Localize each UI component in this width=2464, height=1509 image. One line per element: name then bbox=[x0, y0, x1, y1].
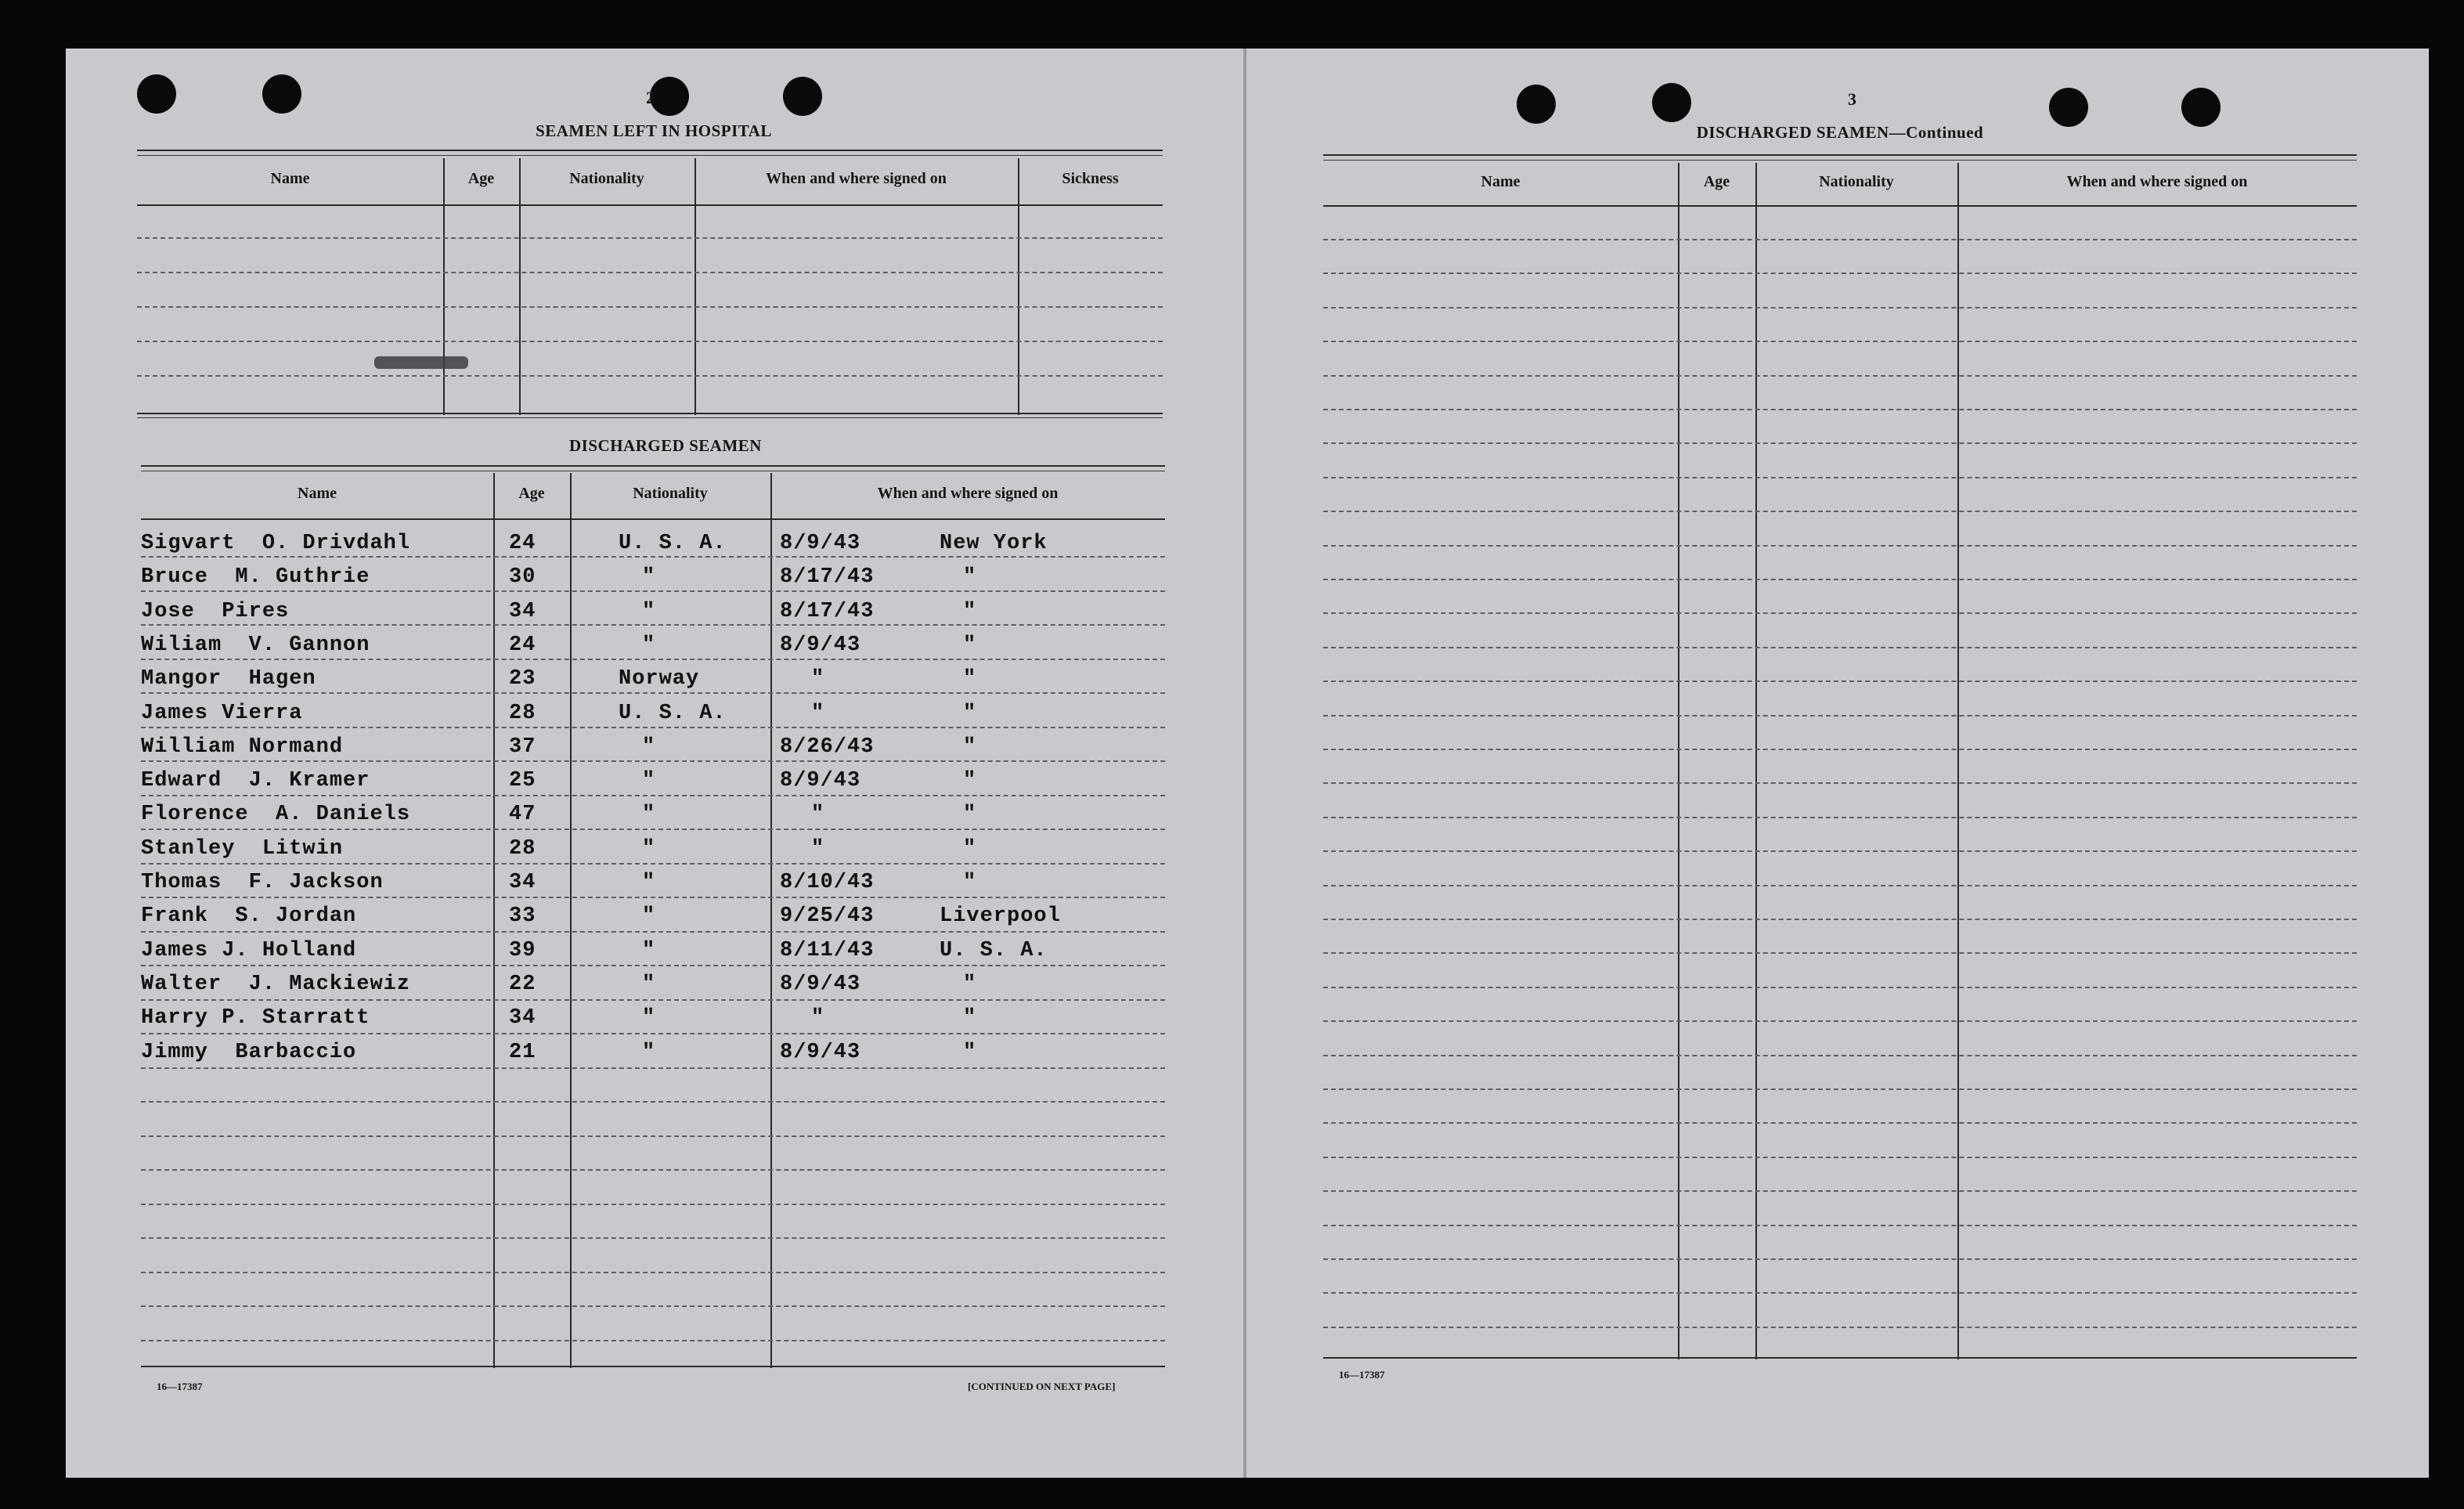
punch-hole bbox=[783, 77, 822, 116]
row-rule bbox=[1323, 1055, 2357, 1056]
signed-on-date: 8/10/43 bbox=[780, 871, 875, 894]
signed-on-place: " bbox=[963, 803, 977, 827]
punch-hole bbox=[137, 74, 176, 114]
row-rule bbox=[141, 624, 1165, 626]
seaman-nationality: Norway bbox=[619, 667, 700, 691]
row-rule bbox=[141, 863, 1165, 865]
row-rule bbox=[141, 556, 1165, 558]
row-rule bbox=[141, 1204, 1165, 1205]
seaman-nationality: " bbox=[642, 633, 656, 657]
row-rule bbox=[1323, 647, 2357, 648]
column-header-nationality: Nationality bbox=[633, 485, 708, 502]
row-rule bbox=[1323, 782, 2357, 784]
row-rule bbox=[141, 1272, 1165, 1273]
row-rule bbox=[1323, 817, 2357, 818]
row-rule bbox=[1323, 987, 2357, 988]
row-rule bbox=[1323, 680, 2357, 682]
seaman-nationality: " bbox=[642, 938, 656, 962]
row-rule bbox=[1323, 952, 2357, 954]
form-number: 16—17387 bbox=[1339, 1369, 1385, 1381]
signed-on-place: " bbox=[963, 769, 977, 793]
row-rule bbox=[1323, 1225, 2357, 1226]
row-rule bbox=[141, 760, 1165, 762]
row-rule bbox=[1323, 442, 2357, 444]
signed-on-place: " bbox=[963, 1006, 977, 1031]
seaman-age: 47 bbox=[509, 803, 536, 827]
row-rule bbox=[1323, 1190, 2357, 1192]
seaman-name: Sigvart O. Drivdahl bbox=[141, 532, 411, 555]
row-rule bbox=[141, 1067, 1165, 1069]
row-rule bbox=[141, 1169, 1165, 1171]
row-rule bbox=[141, 829, 1165, 830]
row-rule bbox=[141, 1101, 1165, 1103]
signed-on-date: 8/9/43 bbox=[780, 532, 861, 555]
hospital-section-title: SEAMEN LEFT IN HOSPITAL bbox=[536, 121, 772, 140]
seaman-nationality: " bbox=[642, 803, 656, 827]
row-rule bbox=[1323, 1292, 2357, 1294]
signed-on-place: New York bbox=[940, 532, 1048, 555]
column-header-age: Age bbox=[518, 485, 545, 502]
seaman-name: James J. Holland bbox=[141, 938, 357, 962]
row-rule bbox=[141, 659, 1165, 660]
seaman-nationality: " bbox=[642, 871, 656, 894]
seaman-age: 34 bbox=[509, 1006, 536, 1031]
seaman-age: 28 bbox=[509, 836, 536, 861]
seaman-age: 24 bbox=[509, 532, 536, 555]
signed-on-date: 8/9/43 bbox=[780, 1040, 861, 1064]
signed-on-date: " bbox=[811, 1006, 825, 1031]
signed-on-place: " bbox=[963, 972, 977, 996]
signed-on-date: 8/9/43 bbox=[780, 972, 861, 996]
row-rule bbox=[1323, 1258, 2357, 1260]
row-rule bbox=[1323, 545, 2357, 547]
seaman-age: 24 bbox=[509, 633, 536, 657]
column-header-nationality: Nationality bbox=[569, 170, 644, 187]
seaman-name: Stanley Litwin bbox=[141, 836, 344, 861]
seaman-age: 34 bbox=[509, 599, 536, 623]
seaman-name: Mangor Hagen bbox=[141, 667, 316, 691]
seaman-name: Wiliam V. Gannon bbox=[141, 633, 370, 657]
row-rule bbox=[1323, 1088, 2357, 1090]
row-rule bbox=[1323, 239, 2357, 240]
signed-on-date: " bbox=[811, 701, 825, 725]
row-rule bbox=[141, 897, 1165, 898]
row-rule bbox=[141, 1305, 1165, 1307]
seaman-name: Jimmy Barbaccio bbox=[141, 1040, 357, 1064]
row-rule bbox=[141, 692, 1165, 694]
seaman-age: 22 bbox=[509, 972, 536, 996]
punch-hole bbox=[2049, 88, 2088, 127]
page-number: 3 bbox=[1848, 89, 1856, 109]
continued-section-title: DISCHARGED SEAMEN—Continued bbox=[1696, 123, 1984, 142]
signed-on-date: 8/17/43 bbox=[780, 599, 875, 623]
signed-on-date: " bbox=[811, 667, 825, 691]
row-rule bbox=[1323, 1122, 2357, 1124]
signed-on-place: " bbox=[963, 565, 977, 590]
erased-mark bbox=[374, 356, 468, 369]
signed-on-place: Liverpool bbox=[940, 904, 1061, 929]
seaman-age: 39 bbox=[509, 938, 536, 962]
form-number: 16—17387 bbox=[157, 1381, 203, 1392]
punch-hole bbox=[2181, 88, 2220, 127]
row-rule bbox=[141, 590, 1165, 592]
seaman-age: 21 bbox=[509, 1040, 536, 1064]
row-rule bbox=[141, 1033, 1165, 1034]
row-rule bbox=[1323, 715, 2357, 717]
column-header-signed-on: When and where signed on bbox=[766, 170, 947, 187]
row-rule bbox=[1323, 341, 2357, 342]
seaman-nationality: " bbox=[642, 972, 656, 996]
signed-on-place: " bbox=[963, 701, 977, 725]
signed-on-place: " bbox=[963, 633, 977, 657]
punch-hole bbox=[262, 74, 301, 114]
signed-on-date: 8/9/43 bbox=[780, 769, 861, 793]
signed-on-date: 9/25/43 bbox=[780, 904, 875, 929]
right-page bbox=[1245, 49, 2429, 1478]
row-rule bbox=[1323, 511, 2357, 512]
row-rule bbox=[1323, 749, 2357, 750]
signed-on-date: " bbox=[811, 803, 825, 827]
seaman-nationality: U. S. A. bbox=[619, 701, 727, 725]
row-rule bbox=[1323, 307, 2357, 309]
seaman-nationality: " bbox=[642, 565, 656, 590]
seaman-name: James Vierra bbox=[141, 701, 303, 725]
column-header-sickness: Sickness bbox=[1062, 170, 1119, 187]
column-header-age: Age bbox=[467, 170, 495, 187]
signed-on-place: " bbox=[963, 836, 977, 861]
seaman-nationality: " bbox=[642, 599, 656, 623]
row-rule bbox=[141, 795, 1165, 796]
row-rule bbox=[141, 1340, 1165, 1341]
seaman-name: Harry P. Starratt bbox=[141, 1006, 370, 1031]
seaman-age: 33 bbox=[509, 904, 536, 929]
signed-on-place: U. S. A. bbox=[940, 938, 1048, 962]
row-rule bbox=[141, 1135, 1165, 1137]
seaman-name: Bruce M. Guthrie bbox=[141, 565, 370, 590]
row-rule bbox=[141, 727, 1165, 728]
row-rule bbox=[141, 965, 1165, 966]
seaman-age: 25 bbox=[509, 769, 536, 793]
signed-on-place: " bbox=[963, 1040, 977, 1064]
row-rule bbox=[1323, 273, 2357, 274]
seaman-nationality: U. S. A. bbox=[619, 532, 727, 555]
seaman-nationality: " bbox=[642, 1040, 656, 1064]
row-rule bbox=[141, 1237, 1165, 1239]
row-rule bbox=[1323, 409, 2357, 410]
row-rule bbox=[1323, 1157, 2357, 1158]
seaman-age: 37 bbox=[509, 735, 536, 759]
seaman-name: Walter J. Mackiewiz bbox=[141, 972, 411, 996]
seaman-name: Jose Pires bbox=[141, 599, 290, 623]
seaman-nationality: " bbox=[642, 769, 656, 793]
signed-on-date: 8/26/43 bbox=[780, 735, 875, 759]
row-rule bbox=[1323, 1020, 2357, 1022]
left-page bbox=[66, 49, 1250, 1478]
page-number: 2 bbox=[646, 88, 655, 107]
punch-hole bbox=[1517, 85, 1556, 124]
row-rule bbox=[1323, 477, 2357, 478]
signed-on-date: 8/9/43 bbox=[780, 633, 861, 657]
seaman-age: 30 bbox=[509, 565, 536, 590]
row-rule bbox=[1323, 375, 2357, 377]
punch-hole bbox=[1652, 83, 1691, 122]
column-header-signed-on: When and where signed on bbox=[2066, 173, 2248, 190]
seaman-name: William Normand bbox=[141, 735, 344, 759]
seaman-nationality: " bbox=[642, 735, 656, 759]
column-header-nationality: Nationality bbox=[1819, 173, 1894, 190]
seaman-age: 23 bbox=[509, 667, 536, 691]
seaman-name: Florence A. Daniels bbox=[141, 803, 411, 827]
row-rule bbox=[1323, 919, 2357, 920]
signed-on-place: " bbox=[963, 667, 977, 691]
column-header-age: Age bbox=[1703, 173, 1730, 190]
row-rule bbox=[1323, 850, 2357, 852]
column-header-name: Name bbox=[1481, 173, 1521, 190]
row-rule bbox=[1323, 612, 2357, 614]
seaman-name: Thomas F. Jackson bbox=[141, 871, 384, 894]
discharged-section-title: DISCHARGED SEAMEN bbox=[569, 436, 762, 455]
continued-note: [CONTINUED ON NEXT PAGE] bbox=[968, 1381, 1116, 1392]
punch-hole bbox=[650, 77, 689, 116]
row-rule bbox=[1323, 579, 2357, 580]
signed-on-place: " bbox=[963, 871, 977, 894]
signed-on-place: " bbox=[963, 735, 977, 759]
column-header-signed-on: When and where signed on bbox=[877, 485, 1059, 502]
seaman-age: 34 bbox=[509, 871, 536, 894]
seaman-nationality: " bbox=[642, 836, 656, 861]
seaman-nationality: " bbox=[642, 904, 656, 929]
seaman-name: Edward J. Kramer bbox=[141, 769, 370, 793]
seaman-age: 28 bbox=[509, 701, 536, 725]
seaman-name: Frank S. Jordan bbox=[141, 904, 357, 929]
row-rule bbox=[1323, 885, 2357, 886]
signed-on-date: " bbox=[811, 836, 825, 861]
signed-on-date: 8/11/43 bbox=[780, 938, 875, 962]
row-rule bbox=[141, 931, 1165, 933]
row-rule bbox=[1323, 1327, 2357, 1328]
signed-on-date: 8/17/43 bbox=[780, 565, 875, 590]
column-header-name: Name bbox=[270, 170, 310, 187]
seaman-nationality: " bbox=[642, 1006, 656, 1031]
page-gutter bbox=[1243, 49, 1246, 1478]
row-rule bbox=[141, 999, 1165, 1001]
column-header-name: Name bbox=[298, 485, 337, 502]
signed-on-place: " bbox=[963, 599, 977, 623]
